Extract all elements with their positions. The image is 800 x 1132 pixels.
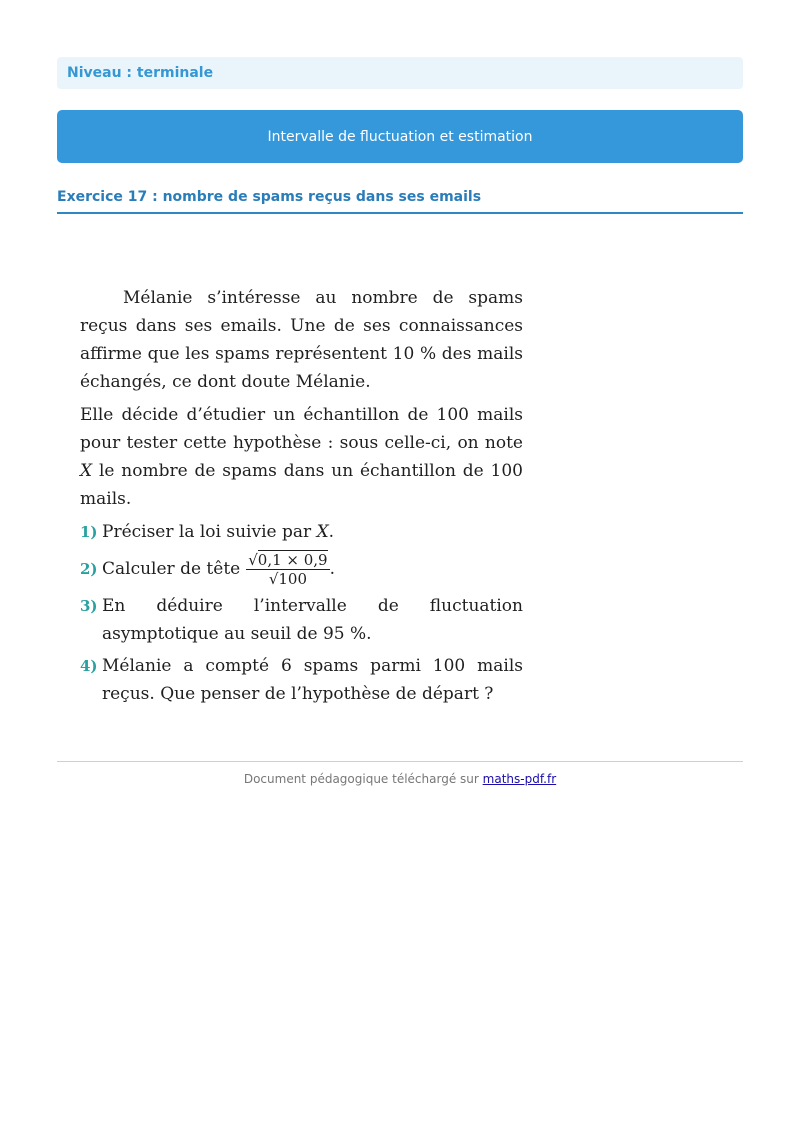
- exercise-statement: [80, 284, 523, 708]
- question-text: Calculer de tête: [102, 559, 241, 579]
- question-4: [80, 652, 523, 708]
- question-text-end: .: [328, 522, 335, 542]
- sqrt-symbol: √: [268, 569, 279, 588]
- question-2: [80, 548, 523, 590]
- numerator-radicand: 0,1 × 0,9: [257, 550, 328, 569]
- variable-x: X: [316, 522, 329, 542]
- question-3: [80, 592, 523, 648]
- level-label: Niveau : terminale: [67, 65, 214, 81]
- question-number: 3): [80, 597, 98, 615]
- question-text: [102, 518, 523, 546]
- variable-x: X: [80, 461, 93, 481]
- question-number: 1): [80, 523, 98, 541]
- fraction-denominator: [267, 570, 309, 588]
- question-number: 2): [80, 560, 98, 578]
- denominator-radicand: 100: [278, 569, 308, 588]
- chapter-title: Intervalle de fluctuation et estimation: [267, 128, 533, 145]
- fraction: [246, 551, 329, 588]
- question-text-start: Préciser la loi suivie par: [102, 522, 312, 542]
- question-end: .: [329, 559, 336, 579]
- level-bar: [57, 57, 743, 89]
- footer-link[interactable]: maths-pdf.fr: [482, 772, 557, 786]
- context-end: le nombre de spams dans un échantillon de 100 mails.: [80, 461, 523, 509]
- footer: [57, 772, 743, 786]
- question-1: [80, 518, 523, 546]
- footer-divider: [57, 761, 743, 762]
- question-text: Mélanie a compté 6 spams parmi 100 mails reçus. Que penser de l’hypothèse de départ ?: [102, 656, 523, 704]
- exercise-title: Exercice 17 : nombre de spams reçus dans ses emails: [57, 189, 482, 205]
- chapter-banner: [57, 110, 743, 163]
- question-text: En déduire l’intervalle de fluctuation asymptotique au seuil de 95 %.: [102, 596, 523, 644]
- sqrt-symbol: √: [248, 550, 258, 569]
- exercise-heading: [57, 186, 743, 214]
- context-start: Elle décide d’étudier un échantillon de 100 mails pour tester cette hypothèse : sous celle-ci, on note: [80, 405, 523, 453]
- question-number: 4): [80, 657, 98, 675]
- intro-paragraph: Mélanie s’intéresse au nombre de spams reçus dans ses emails. Une de ses connaissances affirme que les spams représentent 10 % des mails échangés, ce dont doute Mélanie.: [80, 288, 523, 392]
- footer-text: Document pédagogique téléchargé sur: [243, 772, 479, 786]
- fraction-numerator: [246, 551, 329, 569]
- context-paragraph: [80, 401, 523, 513]
